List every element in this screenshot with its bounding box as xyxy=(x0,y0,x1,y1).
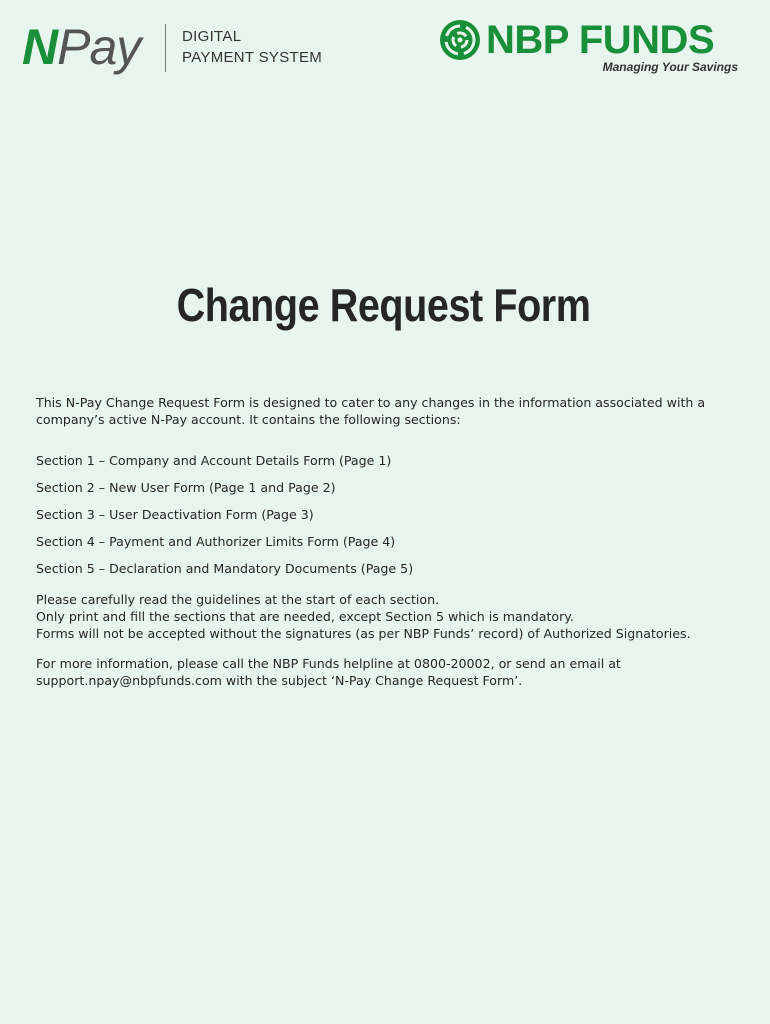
section-list-item: Section 3 – User Deactivation Form (Page 3) xyxy=(36,507,314,522)
contact-paragraph xyxy=(36,655,736,689)
npay-logo-n: N xyxy=(22,19,58,75)
npay-logo-mark xyxy=(22,20,140,74)
guideline-line: Only print and fill the sections that are needed, except Section 5 which is mandatory. xyxy=(36,609,574,624)
npay-tagline-line-1: DIGITAL xyxy=(182,28,242,45)
contact-line: For more information, please call the NBP Funds helpline at 0800-20002, or send an email at xyxy=(36,656,621,671)
section-list-item: Section 5 – Declaration and Mandatory Documents (Page 5) xyxy=(36,561,414,576)
npay-logo xyxy=(22,20,140,74)
section-list-item: Section 4 – Payment and Authorizer Limits Form (Page 4) xyxy=(36,534,396,549)
intro-paragraph: This N-Pay Change Request Form is designed to cater to any changes in the information associated with a company’s active N-Pay account. It contains the following sections: xyxy=(36,395,706,427)
page-title: Change Request Form xyxy=(176,279,591,331)
nbp-emblem-icon xyxy=(438,18,482,62)
section-list xyxy=(36,452,736,587)
guidelines-paragraph xyxy=(36,591,736,642)
contact-line: support.npay@nbpfunds.com with the subject ‘N-Pay Change Request Form’. xyxy=(36,673,523,688)
nbp-funds-name: NBP FUNDS xyxy=(486,18,715,62)
npay-tagline xyxy=(182,26,322,68)
nbp-funds-logo xyxy=(438,18,744,78)
nbp-funds-slogan: Managing Your Savings xyxy=(602,60,738,74)
section-list-item: Section 2 – New User Form (Page 1 and Page 2) xyxy=(36,480,336,495)
guideline-line: Please carefully read the guidelines at the start of each section. xyxy=(36,592,440,607)
npay-tagline-line-2: PAYMENT SYSTEM xyxy=(182,49,323,66)
logo-divider xyxy=(165,24,166,72)
npay-logo-pay: Pay xyxy=(57,19,141,75)
guideline-line: Forms will not be accepted without the signatures (as per NBP Funds’ record) of Authorized Signatories. xyxy=(36,626,691,641)
section-list-item: Section 1 – Company and Account Details Form (Page 1) xyxy=(36,453,392,468)
